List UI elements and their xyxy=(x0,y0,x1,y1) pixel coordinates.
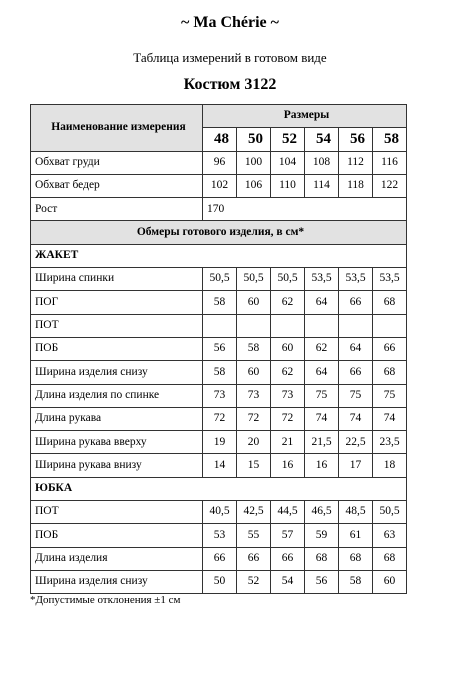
skirt-measurement-value: 44,5 xyxy=(271,501,305,524)
jacket-measurement-value: 66 xyxy=(339,291,373,314)
body-measurement-value: 106 xyxy=(237,174,271,197)
jacket-measurement-value: 75 xyxy=(339,384,373,407)
jacket-measurement-row xyxy=(31,337,407,360)
jacket-measurement-value: 18 xyxy=(373,454,407,477)
jacket-measurement-value: 64 xyxy=(339,337,373,360)
jacket-measurement-label: Ширина рукава внизу xyxy=(31,454,203,477)
skirt-measurement-label: Ширина изделия снизу xyxy=(31,570,203,593)
document-subtitle: Таблица измерений в готовом виде xyxy=(133,50,327,65)
size-48: 48 xyxy=(203,128,237,151)
jacket-measurement-row xyxy=(31,361,407,384)
jacket-measurement-value: 64 xyxy=(305,361,339,384)
skirt-measurement-value: 52 xyxy=(237,570,271,593)
body-measurement-value: 102 xyxy=(203,174,237,197)
jacket-measurement-value: 72 xyxy=(237,407,271,430)
jacket-measurement-value: 50,5 xyxy=(203,268,237,291)
skirt-measurement-label: ПОБ xyxy=(31,524,203,547)
size-chart-table xyxy=(30,104,407,594)
jacket-measurement-value: 66 xyxy=(339,361,373,384)
skirt-measurement-value: 66 xyxy=(237,547,271,570)
body-measurement-row xyxy=(31,174,407,197)
jacket-measurement-row xyxy=(31,431,407,454)
body-measurement-value: 100 xyxy=(237,151,271,174)
garment-header: Обмеры готового изделия, в см* xyxy=(31,221,407,244)
jacket-measurement-value: 72 xyxy=(271,407,305,430)
skirt-measurement-value: 55 xyxy=(237,524,271,547)
sizes-header: Размеры xyxy=(203,105,407,128)
skirt-measurement-row xyxy=(31,547,407,570)
model-title: Костюм 3122 xyxy=(183,76,277,93)
jacket-measurement-row xyxy=(31,384,407,407)
body-measurement-value: 170 xyxy=(203,198,407,221)
size-54: 54 xyxy=(305,128,339,151)
size-52: 52 xyxy=(271,128,305,151)
jacket-measurement-value: 60 xyxy=(237,361,271,384)
size-chart-body xyxy=(31,105,407,594)
body-measurement-value: 104 xyxy=(271,151,305,174)
jacket-measurement-value: 53,5 xyxy=(339,268,373,291)
skirt-measurement-value: 42,5 xyxy=(237,501,271,524)
skirt-measurement-row xyxy=(31,501,407,524)
jacket-measurement-value: 15 xyxy=(237,454,271,477)
jacket-measurement-value: 75 xyxy=(305,384,339,407)
jacket-measurement-row xyxy=(31,268,407,291)
skirt-measurement-value: 50,5 xyxy=(373,501,407,524)
jacket-title: ЖАКЕТ xyxy=(31,244,407,267)
jacket-measurement-label: Ширина рукава вверху xyxy=(31,431,203,454)
jacket-measurement-value: 53,5 xyxy=(373,268,407,291)
jacket-measurement-value xyxy=(305,314,339,337)
skirt-title-row xyxy=(31,477,407,500)
jacket-measurement-value: 50,5 xyxy=(271,268,305,291)
skirt-measurement-value: 53 xyxy=(203,524,237,547)
skirt-title: ЮБКА xyxy=(31,477,407,500)
skirt-measurement-value: 40,5 xyxy=(203,501,237,524)
jacket-measurement-label: Длина изделия по спинке xyxy=(31,384,203,407)
jacket-measurement-value: 73 xyxy=(203,384,237,407)
jacket-measurement-row xyxy=(31,454,407,477)
skirt-measurement-value: 61 xyxy=(339,524,373,547)
jacket-measurement-label: Ширина изделия снизу xyxy=(31,361,203,384)
skirt-measurement-row xyxy=(31,570,407,593)
size-58: 58 xyxy=(373,128,407,151)
body-measurement-value: 108 xyxy=(305,151,339,174)
jacket-measurement-value: 60 xyxy=(237,291,271,314)
jacket-measurement-value: 58 xyxy=(237,337,271,360)
jacket-measurement-value: 75 xyxy=(373,384,407,407)
skirt-measurement-value: 50 xyxy=(203,570,237,593)
skirt-measurement-value: 54 xyxy=(271,570,305,593)
body-measurement-value: 110 xyxy=(271,174,305,197)
jacket-measurement-row xyxy=(31,291,407,314)
body-measurement-label: Обхват груди xyxy=(31,151,203,174)
body-measurement-row xyxy=(31,198,407,221)
skirt-measurement-label: Длина изделия xyxy=(31,547,203,570)
jacket-measurement-value: 74 xyxy=(305,407,339,430)
jacket-measurement-value: 72 xyxy=(203,407,237,430)
body-measurement-label: Обхват бедер xyxy=(31,174,203,197)
jacket-measurement-value xyxy=(237,314,271,337)
jacket-measurement-value: 62 xyxy=(271,291,305,314)
body-measurement-value: 118 xyxy=(339,174,373,197)
jacket-measurement-value: 16 xyxy=(305,454,339,477)
jacket-measurement-value: 73 xyxy=(271,384,305,407)
jacket-measurement-value xyxy=(339,314,373,337)
jacket-measurement-value: 60 xyxy=(271,337,305,360)
jacket-measurement-label: ПОБ xyxy=(31,337,203,360)
jacket-measurement-value: 19 xyxy=(203,431,237,454)
jacket-measurement-label: ПОТ xyxy=(31,314,203,337)
header-row xyxy=(31,105,407,128)
skirt-measurement-value: 56 xyxy=(305,570,339,593)
skirt-measurement-value: 59 xyxy=(305,524,339,547)
jacket-measurement-value: 68 xyxy=(373,291,407,314)
measurement-name-header: Наименование измерения xyxy=(31,105,203,152)
jacket-measurement-value: 22,5 xyxy=(339,431,373,454)
jacket-measurement-value xyxy=(271,314,305,337)
body-measurement-value: 122 xyxy=(373,174,407,197)
brand-title: ~ Ma Chérie ~ xyxy=(181,14,279,31)
jacket-measurement-value: 62 xyxy=(271,361,305,384)
jacket-title-row xyxy=(31,244,407,267)
jacket-measurement-value: 73 xyxy=(237,384,271,407)
jacket-measurement-value xyxy=(373,314,407,337)
skirt-measurement-row xyxy=(31,524,407,547)
garment-header-row xyxy=(31,221,407,244)
jacket-measurement-value: 56 xyxy=(203,337,237,360)
jacket-measurement-value: 20 xyxy=(237,431,271,454)
body-measurement-value: 114 xyxy=(305,174,339,197)
jacket-measurement-value: 66 xyxy=(373,337,407,360)
jacket-measurement-label: ПОГ xyxy=(31,291,203,314)
body-measurement-value: 112 xyxy=(339,151,373,174)
jacket-measurement-value: 21,5 xyxy=(305,431,339,454)
body-measurement-value: 96 xyxy=(203,151,237,174)
jacket-measurement-value: 58 xyxy=(203,291,237,314)
jacket-measurement-value: 23,5 xyxy=(373,431,407,454)
jacket-measurement-value: 64 xyxy=(305,291,339,314)
jacket-measurement-label: Длина рукава xyxy=(31,407,203,430)
jacket-measurement-label: Ширина спинки xyxy=(31,268,203,291)
body-measurement-value: 116 xyxy=(373,151,407,174)
jacket-measurement-value: 21 xyxy=(271,431,305,454)
jacket-measurement-value: 17 xyxy=(339,454,373,477)
jacket-measurement-value: 62 xyxy=(305,337,339,360)
skirt-measurement-value: 66 xyxy=(271,547,305,570)
skirt-measurement-value: 46,5 xyxy=(305,501,339,524)
skirt-measurement-value: 66 xyxy=(203,547,237,570)
jacket-measurement-value: 16 xyxy=(271,454,305,477)
jacket-measurement-value: 74 xyxy=(339,407,373,430)
skirt-measurement-label: ПОТ xyxy=(31,501,203,524)
size-50: 50 xyxy=(237,128,271,151)
jacket-measurement-value: 53,5 xyxy=(305,268,339,291)
skirt-measurement-value: 58 xyxy=(339,570,373,593)
skirt-measurement-value: 48,5 xyxy=(339,501,373,524)
body-measurement-row xyxy=(31,151,407,174)
skirt-measurement-value: 68 xyxy=(373,547,407,570)
size-56: 56 xyxy=(339,128,373,151)
jacket-measurement-value xyxy=(203,314,237,337)
skirt-measurement-value: 60 xyxy=(373,570,407,593)
body-measurement-label: Рост xyxy=(31,198,203,221)
skirt-measurement-value: 63 xyxy=(373,524,407,547)
jacket-measurement-value: 58 xyxy=(203,361,237,384)
jacket-measurement-value: 68 xyxy=(373,361,407,384)
skirt-measurement-value: 57 xyxy=(271,524,305,547)
jacket-measurement-value: 50,5 xyxy=(237,268,271,291)
tolerance-footnote: *Допустимые отклонения ±1 см xyxy=(30,594,181,606)
jacket-measurement-value: 74 xyxy=(373,407,407,430)
jacket-measurement-row xyxy=(31,314,407,337)
skirt-measurement-value: 68 xyxy=(305,547,339,570)
jacket-measurement-value: 14 xyxy=(203,454,237,477)
skirt-measurement-value: 68 xyxy=(339,547,373,570)
jacket-measurement-row xyxy=(31,407,407,430)
